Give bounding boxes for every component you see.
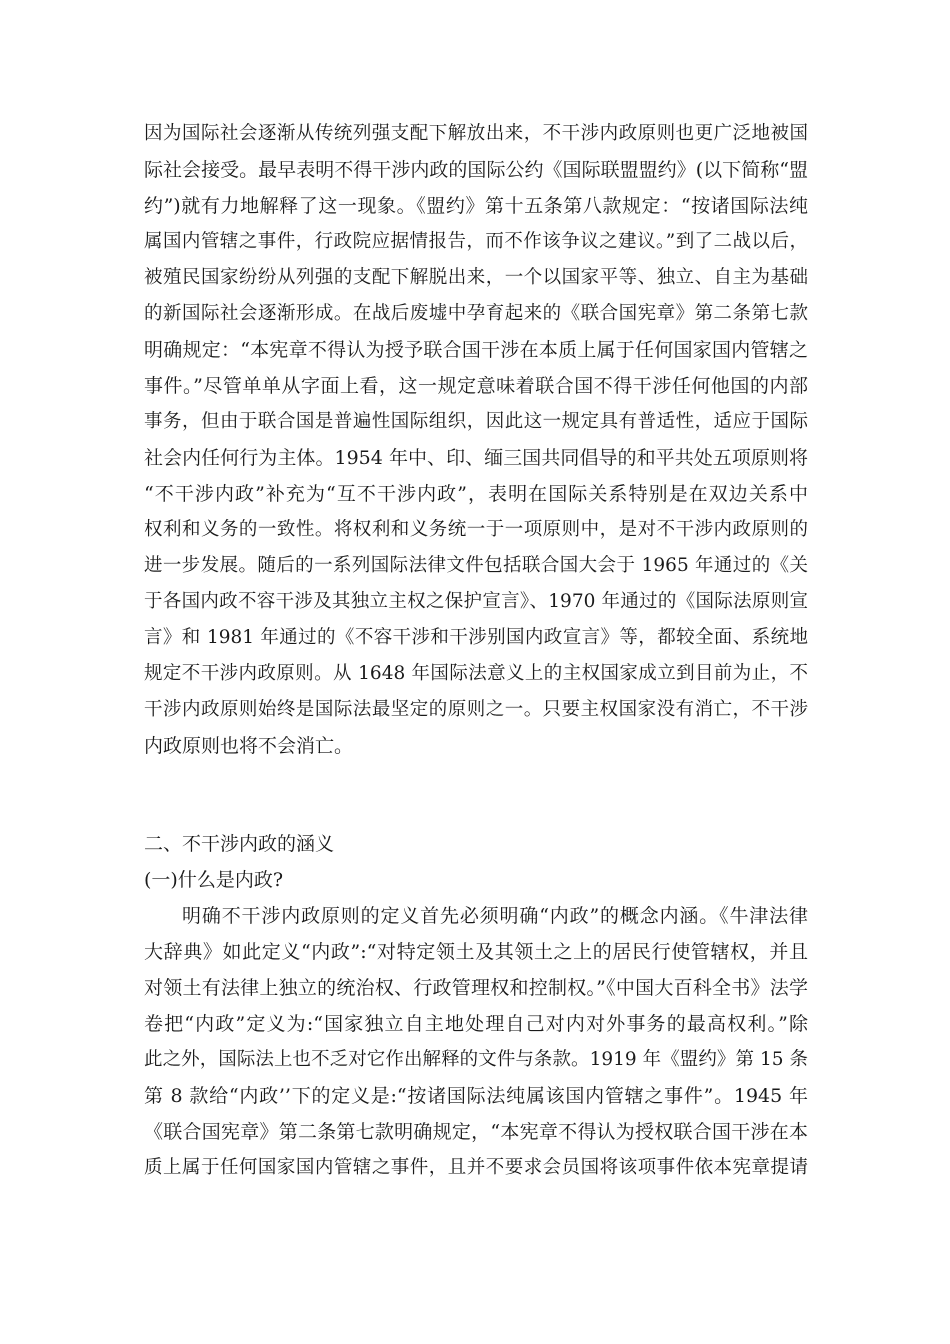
paragraph-line: 的新国际社会逐渐形成。在战后废墟中孕育起来的《联合国宪章》第二条第七款 <box>144 303 808 324</box>
paragraph-line: 事件。”尽管单单从字面上看，这一规定意味着联合国不得干涉任何他国的内部 <box>144 375 808 397</box>
paragraph-line: 质上属于任何国家国内管辖之事件，且并不要求会员国将该项事件依本宪章提请 <box>144 1157 808 1178</box>
paragraph-line: 卷把“内政”定义为:“国家独立自主地处理自己对内对外事务的最高权利。”除 <box>144 1013 808 1035</box>
paragraph-line: 内政原则也将不会消亡。 <box>144 735 354 757</box>
paragraph-line: 因为国际社会逐渐从传统列强支配下解放出来，不干涉内政原则也更广泛地被国 <box>144 123 808 144</box>
section-subheading: (一)什么是内政? <box>144 869 284 891</box>
paragraph-line: 此之外，国际法上也不乏对它作出解释的文件与条款。1919 年《盟约》第 15 条 <box>144 1049 808 1070</box>
paragraph-line: 权利和义务的一致性。将权利和义务统一于一项原则中，是对不干涉内政原则的 <box>144 519 808 540</box>
paragraph-line: 于各国内政不容干涉及其独立主权之保护宣言》、1970 年通过的《国际法原则宣 <box>144 591 808 612</box>
paragraph-line: 进一步发展。随后的一系列国际法律文件包括联合国大会于 1965 年通过的《关 <box>144 555 808 576</box>
paragraph-line: 事务，但由于联合国是普遍性国际组织，因此这一规定具有普适性，适应于国际 <box>144 411 808 432</box>
paragraph-line: 被殖民国家纷纷从列强的支配下解脱出来，一个以国家平等、独立、自主为基础 <box>144 267 808 288</box>
paragraph-line: 约”)就有力地解释了这一现象。《盟约》第十五条第八款规定：“按诸国际法纯 <box>144 195 808 217</box>
paragraph-line: 言》和 1981 年通过的《不容干涉和干涉别国内政宣言》等，都较全面、系统地 <box>144 627 808 648</box>
paragraph-line: 对领土有法律上独立的统治权、行政管理权和控制权。”《中国大百科全书》法学 <box>144 977 808 999</box>
paragraph-line: 明确不干涉内政原则的定义首先必须明确“内政”的概念内涵。《牛津法律 <box>182 905 808 927</box>
paragraph-line: 规定不干涉内政原则。从 1648 年国际法意义上的主权国家成立到目前为止，不 <box>144 663 808 684</box>
paragraph-line: 际社会接受。最早表明不得干涉内政的国际公约《国际联盟盟约》(以下简称“盟 <box>144 159 808 181</box>
paragraph-line: 属国内管辖之事件，行政院应据情报告，而不作该争议之建议。”到了二战以后， <box>144 231 808 252</box>
section-heading: 二、不干涉内政的涵义 <box>144 833 335 855</box>
paragraph-line: 《联合国宪章》第二条第七款明确规定，“本宪章不得认为授权联合国干涉在本 <box>144 1121 808 1143</box>
paragraph-line: 明确规定：“本宪章不得认为授予联合国干涉在本质上属于任何国家国内管辖之 <box>144 339 808 361</box>
paragraph-line: 社会内任何行为主体。1954 年中、印、缅三国共同倡导的和平共处五项原则将 <box>144 447 808 469</box>
paragraph-line: 大辞典》如此定义“内政”:“对特定领土及其领土之上的居民行使管辖权，并且 <box>144 941 808 963</box>
paragraph-line: 第 8 款给“内政’’下的定义是:“按诸国际法纯属该国内管辖之事件”。1945 年 <box>144 1085 808 1107</box>
paragraph-line: 干涉内政原则始终是国际法最坚定的原则之一。只要主权国家没有消亡，不干涉 <box>144 699 808 720</box>
paragraph-line: “不干涉内政”补充为“互不干涉内政”，表明在国际关系特别是在双边关系中 <box>144 483 808 505</box>
